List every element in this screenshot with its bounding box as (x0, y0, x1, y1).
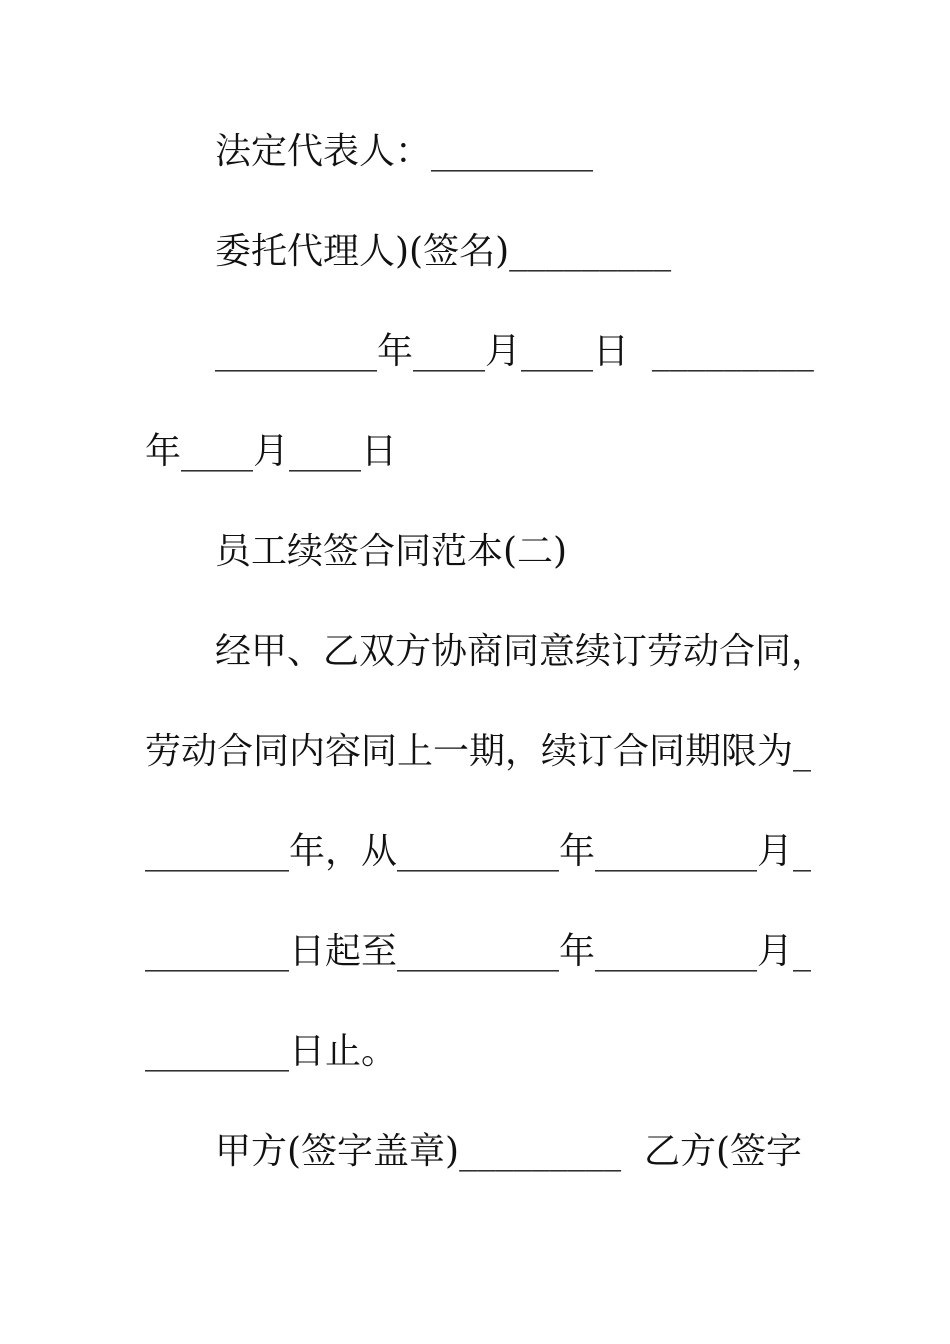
date-line-2: 年____月____日 (145, 431, 398, 472)
body-paragraph-line-4: ________日起至_________年_________月_ (145, 931, 812, 972)
authorized-agent-line: 委托代理人)(签名)_________ (215, 231, 672, 272)
date-line-1: _________年____月____日 _________ (215, 331, 814, 372)
body-paragraph-line-2: 劳动合同内容同上一期，续订合同期限为_ (145, 731, 812, 772)
signature-line: 甲方(签字盖章)_________ 乙方(签字 (215, 1131, 803, 1172)
body-paragraph-line-3: ________年，从_________年_________月_ (145, 831, 812, 872)
body-paragraph-line-5: ________日止。 (145, 1031, 398, 1072)
body-paragraph-line-1: 经甲、乙双方协商同意续订劳动合同， (215, 631, 828, 672)
section-title: 员工续签合同范本(二) (215, 531, 568, 572)
legal-representative-line: 法定代表人：_________ (215, 131, 594, 172)
